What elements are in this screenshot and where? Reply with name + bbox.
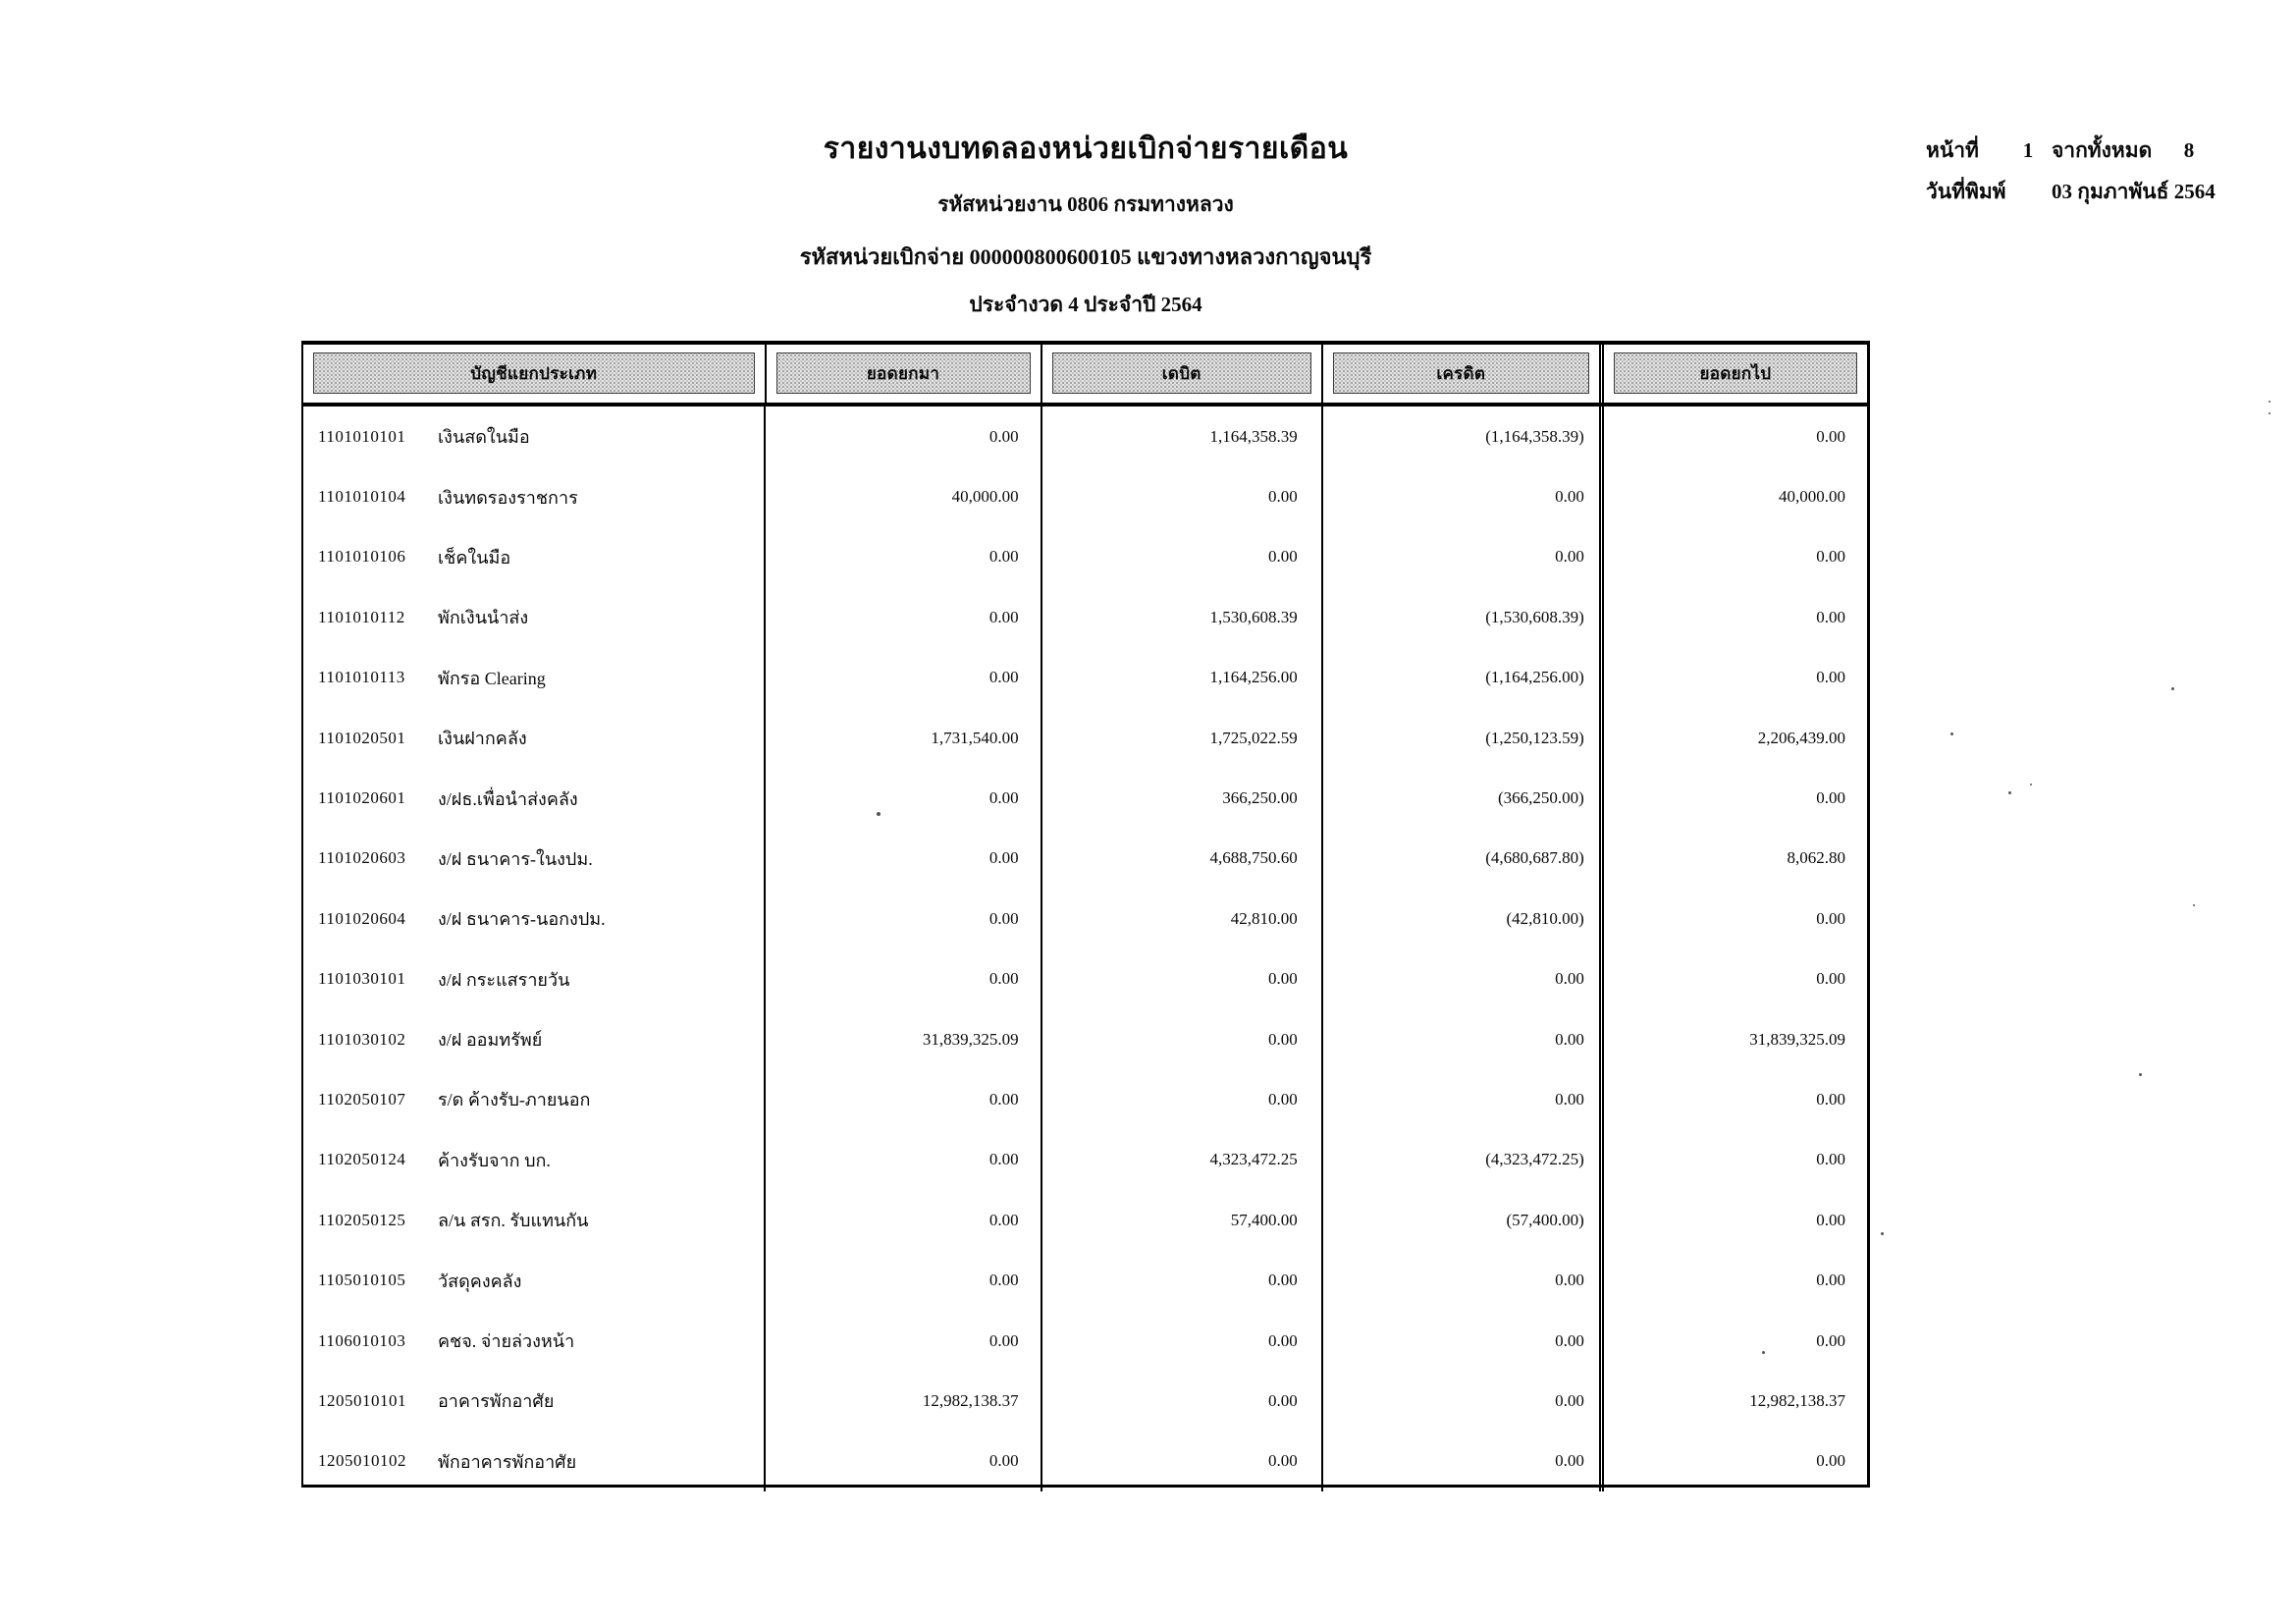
balance-carried-forward-cell: 0.00 <box>1599 648 1867 708</box>
credit-cell: 0.00 <box>1321 1371 1599 1431</box>
table-row <box>303 648 1867 708</box>
balance-brought-forward-cell: 0.00 <box>764 1130 1040 1190</box>
balance-carried-forward-cell: 2,206,439.00 <box>1599 708 1867 768</box>
balance-carried-forward-cell: 0.00 <box>1599 1069 1867 1129</box>
header-label-debit: เดบิต <box>1052 352 1311 394</box>
balance-carried-forward-cell: 0.00 <box>1599 768 1867 828</box>
account-code: 1101010112 <box>318 607 405 626</box>
debit-cell: 4,323,472.25 <box>1041 1130 1321 1190</box>
credit-cell: (1,250,123.59) <box>1321 708 1599 768</box>
credit-cell: (4,323,472.25) <box>1321 1130 1599 1190</box>
period-line: ประจำงวด 4 ประจำปี 2564 <box>969 293 1202 316</box>
scan-speck <box>2193 904 2195 906</box>
table-row <box>303 1069 1867 1129</box>
account-name: ง/ฝ ออมทรัพย์ <box>438 1030 543 1051</box>
credit-cell: 0.00 <box>1321 1311 1599 1371</box>
balance-brought-forward-cell: 31,839,325.09 <box>764 1009 1040 1069</box>
credit-cell: (366,250.00) <box>1321 768 1599 828</box>
account-code: 1106010103 <box>318 1330 406 1350</box>
debit-cell: 0.00 <box>1041 466 1321 526</box>
balance-carried-forward-cell: 0.00 <box>1599 1432 1867 1491</box>
page-title: รายงานงบทดลองหน่วยเบิกจ่ายรายเดือน <box>823 133 1349 165</box>
disbursement-unit-line: รหัสหน่วยเบิกจ่าย 000000800600105 แขวงทางหลวงกาญจนบุรี <box>799 244 1372 269</box>
table-row <box>303 466 1867 526</box>
table-row <box>303 527 1867 587</box>
account-name: ค้างรับจาก บก. <box>438 1150 551 1170</box>
balance-carried-forward-cell: 0.00 <box>1599 1311 1867 1371</box>
balance-brought-forward-cell: 0.00 <box>764 889 1040 948</box>
account-name: อาคารพักอาศัย <box>438 1391 555 1412</box>
balance-brought-forward-cell: 0.00 <box>764 949 1040 1009</box>
account-name: เช็คในมือ <box>438 547 511 568</box>
scan-speck <box>1950 732 1953 735</box>
debit-cell: 0.00 <box>1041 1069 1321 1129</box>
debit-cell: 1,530,608.39 <box>1041 587 1321 647</box>
balance-carried-forward-cell: 0.00 <box>1599 1250 1867 1310</box>
balance-brought-forward-cell: 0.00 <box>764 1432 1040 1491</box>
account-name: วัสดุคงคลัง <box>438 1271 522 1291</box>
account-code: 1101010104 <box>318 487 406 507</box>
credit-cell: 0.00 <box>1321 1009 1599 1069</box>
balance-carried-forward-cell: 0.00 <box>1599 1130 1867 1190</box>
balance-carried-forward-cell: 8,062.80 <box>1599 829 1867 889</box>
account-code: 1101020604 <box>318 908 406 928</box>
account-name: ง/ฝ ธนาคาร-ในงปม. <box>438 848 593 869</box>
account-cell <box>303 648 764 708</box>
account-cell <box>303 1371 764 1431</box>
account-code: 1101010106 <box>318 547 406 567</box>
account-code: 1102050107 <box>318 1089 406 1109</box>
table-row <box>303 768 1867 828</box>
account-name: พักรอ Clearing <box>438 668 546 688</box>
page-number-row <box>1926 130 2216 171</box>
account-cell <box>303 1311 764 1371</box>
balance-brought-forward-cell: 0.00 <box>764 648 1040 708</box>
debit-cell: 366,250.00 <box>1041 768 1321 828</box>
balance-brought-forward-cell: 0.00 <box>764 406 1040 466</box>
debit-cell: 0.00 <box>1041 949 1321 1009</box>
balance-brought-forward-cell: 1,731,540.00 <box>764 708 1040 768</box>
account-cell <box>303 768 764 828</box>
balance-carried-forward-cell: 0.00 <box>1599 527 1867 587</box>
balance-brought-forward-cell: 0.00 <box>764 829 1040 889</box>
table-header-row <box>303 345 1867 406</box>
debit-cell: 0.00 <box>1041 527 1321 587</box>
account-cell <box>303 1190 764 1250</box>
scan-speck <box>1762 1351 1765 1354</box>
balance-brought-forward-cell: 0.00 <box>764 587 1040 647</box>
header-label-brought-forward: ยอดยกมา <box>776 352 1031 394</box>
credit-cell: (1,164,256.00) <box>1321 648 1599 708</box>
header-cell-credit <box>1321 345 1599 403</box>
table-row <box>303 406 1867 466</box>
table-row <box>303 1311 1867 1371</box>
account-cell <box>303 1250 764 1310</box>
agency-code-line: รหัสหน่วยงาน 0806 กรมทางหลวง <box>937 192 1234 216</box>
page-info-block <box>1926 130 2216 212</box>
print-date-row <box>1926 171 2216 212</box>
debit-cell: 1,164,256.00 <box>1041 648 1321 708</box>
account-name: พักอาคารพักอาศัย <box>438 1451 577 1472</box>
header-label-account: บัญชีแยกประเภท <box>313 352 755 394</box>
page-number: 1 <box>2022 138 2034 162</box>
balance-brought-forward-cell: 40,000.00 <box>764 466 1040 526</box>
account-cell <box>303 829 764 889</box>
account-code: 1101010113 <box>318 668 405 687</box>
table-row <box>303 1130 1867 1190</box>
account-name: เงินฝากคลัง <box>438 729 527 749</box>
balance-brought-forward-cell: 0.00 <box>764 1250 1040 1310</box>
account-code: 1101020601 <box>318 788 406 808</box>
debit-cell: 4,688,750.60 <box>1041 829 1321 889</box>
account-name: พักเงินนำส่ง <box>438 608 529 628</box>
table-row <box>303 1009 1867 1069</box>
scan-speck <box>2008 791 2011 794</box>
debit-cell: 0.00 <box>1041 1250 1321 1310</box>
trial-balance-table <box>301 341 1870 1488</box>
debit-cell: 0.00 <box>1041 1371 1321 1431</box>
balance-carried-forward-cell: 0.00 <box>1599 406 1867 466</box>
header-cell-account <box>303 345 765 403</box>
account-name: ล/น สรก. รับแทนกัน <box>438 1211 589 1231</box>
account-cell <box>303 466 764 526</box>
credit-cell: 0.00 <box>1321 1069 1599 1129</box>
account-code: 1105010105 <box>318 1271 406 1290</box>
debit-cell: 57,400.00 <box>1041 1190 1321 1250</box>
account-name: ง/ฝธ.เพื่อนำส่งคลัง <box>438 788 578 809</box>
balance-carried-forward-cell: 0.00 <box>1599 889 1867 948</box>
balance-carried-forward-cell: 40,000.00 <box>1599 466 1867 526</box>
balance-carried-forward-cell: 0.00 <box>1599 1190 1867 1250</box>
print-date-label: วันที่พิมพ์ <box>1926 180 2006 203</box>
account-cell <box>303 527 764 587</box>
scan-speck <box>2030 784 2032 785</box>
credit-cell: 0.00 <box>1321 949 1599 1009</box>
balance-carried-forward-cell: 31,839,325.09 <box>1599 1009 1867 1069</box>
account-code: 1102050125 <box>318 1210 406 1229</box>
table-row <box>303 1371 1867 1431</box>
balance-brought-forward-cell: 0.00 <box>764 1190 1040 1250</box>
account-code: 1205010101 <box>318 1390 406 1410</box>
scan-speck <box>2269 401 2270 403</box>
account-cell <box>303 406 764 466</box>
scan-speck <box>2139 1073 2142 1076</box>
total-pages: 8 <box>2183 138 2195 162</box>
header-label-credit: เครดิต <box>1333 352 1589 394</box>
balance-carried-forward-cell: 0.00 <box>1599 949 1867 1009</box>
credit-cell: (1,164,358.39) <box>1321 406 1599 466</box>
account-cell <box>303 889 764 948</box>
account-name: คชจ. จ่ายล่วงหน้า <box>438 1331 575 1352</box>
balance-brought-forward-cell: 0.00 <box>764 1069 1040 1129</box>
table-row <box>303 889 1867 948</box>
account-cell <box>303 708 764 768</box>
credit-cell: (42,810.00) <box>1321 889 1599 948</box>
credit-cell: 0.00 <box>1321 466 1599 526</box>
total-pages-label: จากทั้งหมด <box>2052 138 2153 162</box>
credit-cell: 0.00 <box>1321 1250 1599 1310</box>
account-code: 1101030102 <box>318 1029 406 1049</box>
table-body <box>303 406 1867 1491</box>
debit-cell: 0.00 <box>1041 1311 1321 1371</box>
table-row <box>303 587 1867 647</box>
debit-cell: 0.00 <box>1041 1432 1321 1491</box>
account-cell <box>303 949 764 1009</box>
header-cell-carried-forward <box>1599 345 1867 403</box>
balance-brought-forward-cell: 0.00 <box>764 1311 1040 1371</box>
table-row <box>303 1190 1867 1250</box>
table-row <box>303 949 1867 1009</box>
header-label-carried-forward: ยอดยกไป <box>1614 352 1857 394</box>
debit-cell: 42,810.00 <box>1041 889 1321 948</box>
table-row <box>303 829 1867 889</box>
account-name: เงินทดรองราชการ <box>438 487 578 508</box>
account-code: 1101020603 <box>318 848 406 868</box>
balance-brought-forward-cell: 0.00 <box>764 768 1040 828</box>
balance-brought-forward-cell: 0.00 <box>764 527 1040 587</box>
account-name: ร/ด ค้างรับ-ภายนอก <box>438 1090 591 1110</box>
scan-speck <box>2269 412 2270 414</box>
account-cell <box>303 587 764 647</box>
table-row <box>303 1250 1867 1310</box>
credit-cell: 0.00 <box>1321 527 1599 587</box>
account-cell <box>303 1009 764 1069</box>
account-name: เงินสดในมือ <box>438 427 530 448</box>
balance-brought-forward-cell: 12,982,138.37 <box>764 1371 1040 1431</box>
scan-speck <box>1881 1232 1884 1235</box>
credit-cell: (1,530,608.39) <box>1321 587 1599 647</box>
scan-speck <box>877 812 881 816</box>
debit-cell: 1,164,358.39 <box>1041 406 1321 466</box>
scan-speck <box>2171 687 2174 690</box>
account-code: 1101020501 <box>318 728 406 747</box>
header-cell-brought-forward <box>765 345 1041 403</box>
debit-cell: 1,725,022.59 <box>1041 708 1321 768</box>
header-cell-debit <box>1041 345 1321 403</box>
account-cell <box>303 1069 764 1129</box>
credit-cell: (57,400.00) <box>1321 1190 1599 1250</box>
account-code: 1205010102 <box>318 1451 406 1471</box>
balance-carried-forward-cell: 12,982,138.37 <box>1599 1371 1867 1431</box>
credit-cell: 0.00 <box>1321 1432 1599 1491</box>
account-name: ง/ฝ ธนาคาร-นอกงปม. <box>438 909 606 930</box>
debit-cell: 0.00 <box>1041 1009 1321 1069</box>
table-row <box>303 708 1867 768</box>
account-code: 1101030101 <box>318 969 406 989</box>
account-code: 1102050124 <box>318 1150 406 1169</box>
page-label: หน้าที่ <box>1926 138 1979 162</box>
table-row <box>303 1432 1867 1491</box>
account-name: ง/ฝ กระแสรายวัน <box>438 969 570 990</box>
account-cell <box>303 1130 764 1190</box>
account-code: 1101010101 <box>318 426 406 446</box>
account-cell <box>303 1432 764 1491</box>
credit-cell: (4,680,687.80) <box>1321 829 1599 889</box>
print-date-value: 03 กุมภาพันธ์ 2564 <box>2052 180 2216 203</box>
balance-carried-forward-cell: 0.00 <box>1599 587 1867 647</box>
